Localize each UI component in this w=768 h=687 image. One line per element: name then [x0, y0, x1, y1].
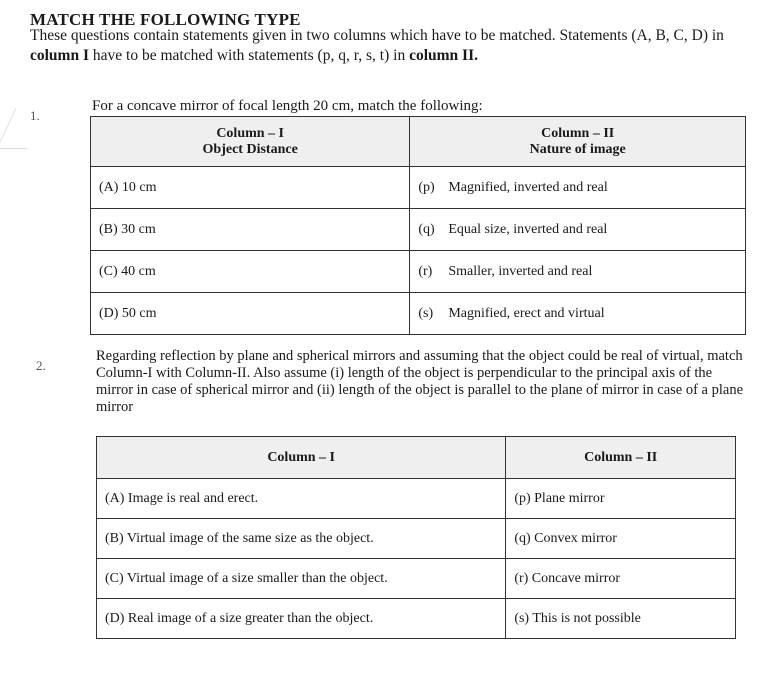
option-text: Magnified, inverted and real — [448, 179, 608, 195]
column-ii-cell — [410, 293, 746, 335]
option-letter: (q) — [418, 221, 435, 237]
table-row — [97, 519, 736, 559]
column-ii-cell: (q) Convex mirror — [506, 519, 736, 559]
column-i-subtitle: Object Distance — [202, 141, 298, 157]
column-ii-cell: (s) This is not possible — [506, 599, 736, 639]
question-1-text: For a concave mirror of focal length 20 cm, match the following: — [92, 98, 483, 114]
column-i-cell: (D) Real image of a size greater than the object. — [97, 599, 506, 639]
intro-text-1: These questions contain statements given in two columns which have to be matched. Statements (A, B, C, D) in — [30, 27, 724, 44]
table-row — [91, 251, 746, 293]
column-i-cell: (C) Virtual image of a size smaller than the object. — [97, 559, 506, 599]
column-i-header — [91, 117, 410, 167]
option-letter: (p) — [418, 179, 435, 195]
option-letter: (s) — [418, 305, 434, 321]
column-i-cell: (B) 30 cm — [91, 209, 410, 251]
column-i-cell: (D) 50 cm — [91, 293, 410, 335]
question-2-number: 2. — [36, 358, 46, 373]
intro-column-i: column I — [30, 47, 89, 64]
column-ii-cell — [410, 209, 746, 251]
question-1-number: 1. — [30, 108, 40, 123]
column-i-cell: (A) Image is real and erect. — [97, 479, 506, 519]
intro-column-ii: column II. — [409, 47, 478, 64]
column-i-title: Column – I — [216, 125, 284, 141]
table-row — [97, 599, 736, 639]
table-row — [91, 293, 746, 335]
column-ii-cell — [410, 167, 746, 209]
table-header-row — [97, 437, 736, 479]
column-ii-cell: (p) Plane mirror — [506, 479, 736, 519]
section-heading: MATCH THE FOLLOWING TYPE — [30, 10, 301, 29]
table-row — [91, 209, 746, 251]
column-ii-header: Column – II — [506, 437, 736, 479]
option-text: Smaller, inverted and real — [448, 263, 593, 279]
question-1-table — [90, 116, 746, 335]
column-ii-title: Column – II — [541, 125, 615, 141]
column-ii-header — [410, 117, 746, 167]
column-ii-cell: (r) Concave mirror — [506, 559, 736, 599]
column-i-cell: (A) 10 cm — [91, 167, 410, 209]
column-i-cell: (B) Virtual image of the same size as the object. — [97, 519, 506, 559]
table-row — [97, 479, 736, 519]
option-letter: (r) — [418, 263, 433, 279]
option-text: Magnified, erect and virtual — [448, 305, 605, 321]
intro-text-2: have to be matched with statements (p, q, r, s, t) in — [89, 47, 410, 64]
column-ii-cell — [410, 251, 746, 293]
table-header-row — [91, 117, 746, 167]
question-2-text: Regarding reflection by plane and spherical mirrors and assuming that the object could be real of virtual, match Column-I with Column-II. Also assume (i) length of the object is perpendicular to the principal axis of the mirror in case of spherical mirror and (ii) length of the object is parallel to the plane of mirror in case of a plane mirror — [96, 348, 744, 415]
option-text: Equal size, inverted and real — [448, 221, 608, 237]
table-row — [91, 167, 746, 209]
column-i-header: Column – I — [97, 437, 506, 479]
column-ii-subtitle: Nature of image — [529, 141, 626, 157]
table-row — [97, 559, 736, 599]
column-i-cell: (C) 40 cm — [91, 251, 410, 293]
instructions-paragraph — [30, 26, 750, 66]
question-2-table — [96, 436, 736, 639]
